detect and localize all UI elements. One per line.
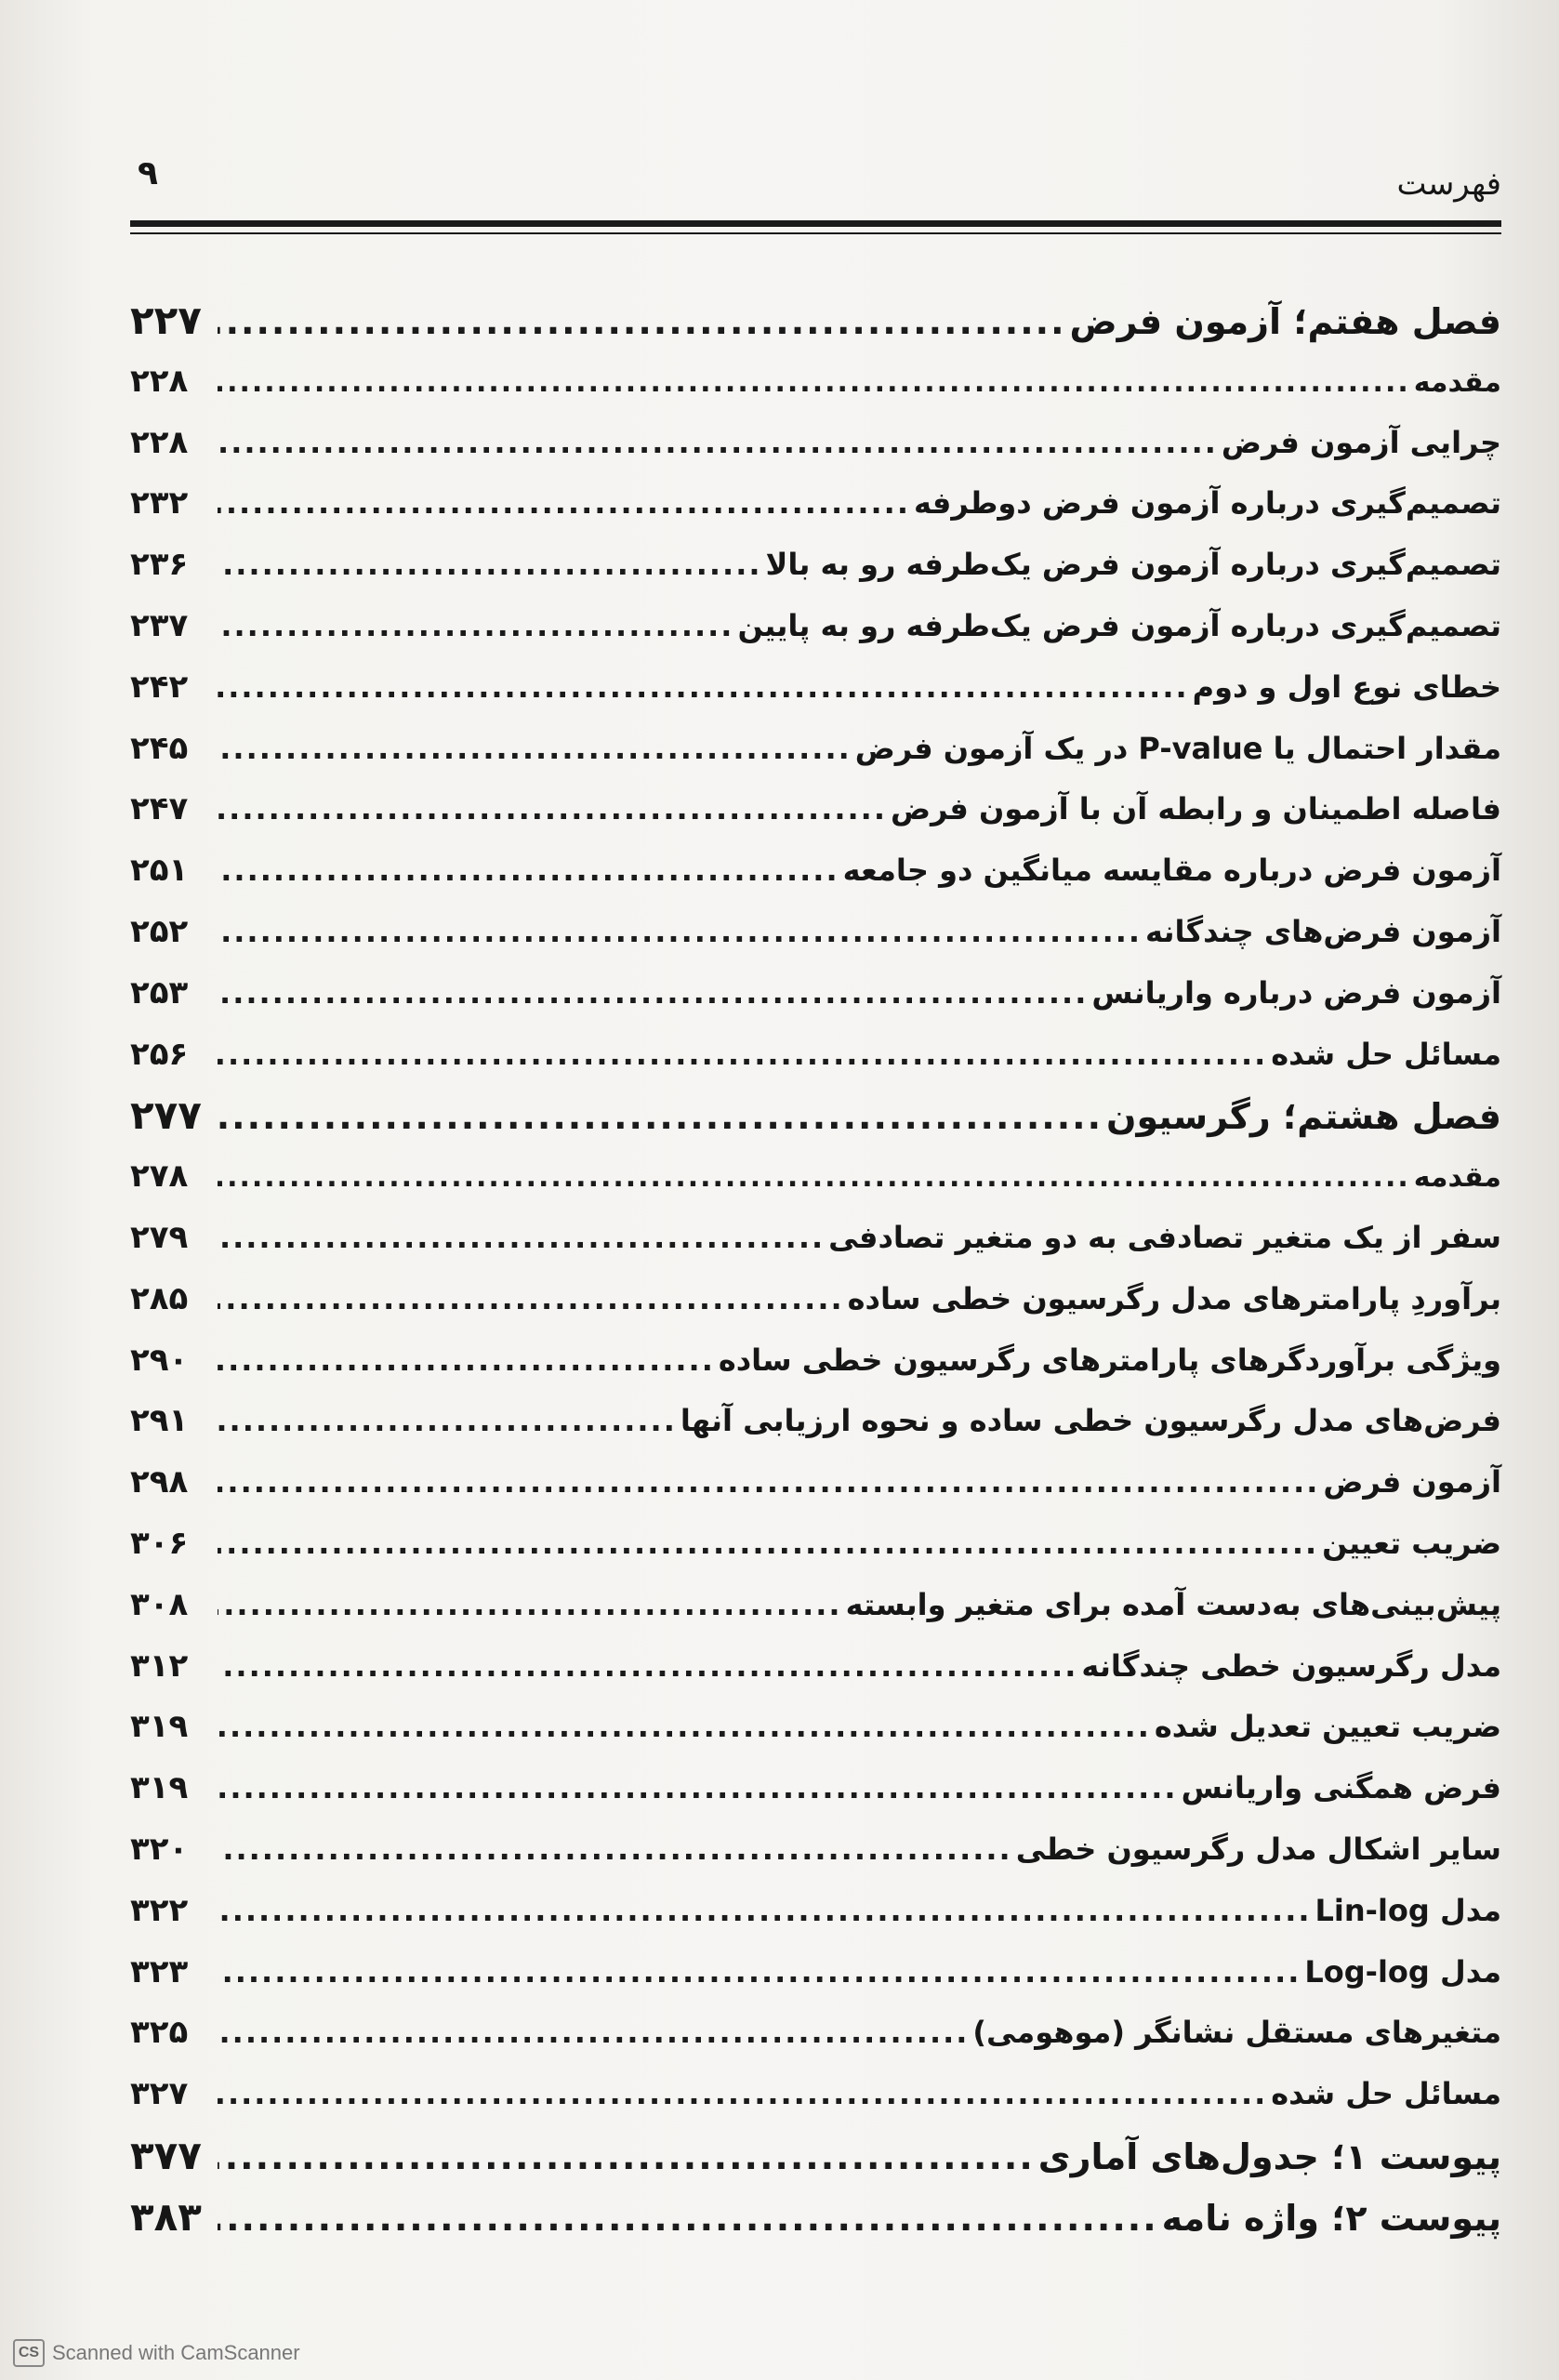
toc-entry-page: ۲۵۳ bbox=[130, 973, 189, 1012]
toc-entry-page: ۲۹۸ bbox=[130, 1463, 189, 1501]
toc-entry bbox=[130, 1758, 1501, 1819]
toc-entry-page: ۲۷۹ bbox=[130, 1218, 189, 1256]
toc-entry-page: ۳۲۲ bbox=[130, 1891, 189, 1929]
toc-entry-label: پیوست ۲؛ واژه نامه bbox=[1161, 2197, 1501, 2239]
dot-leader bbox=[218, 413, 1218, 474]
toc-entry bbox=[130, 1330, 1501, 1392]
toc-entry bbox=[130, 779, 1501, 840]
dot-leader bbox=[218, 1330, 715, 1392]
toc-entry-label: مسائل حل شده bbox=[1271, 1036, 1501, 1072]
toc-entry-label: فصل هفتم؛ آزمون فرض bbox=[1069, 301, 1501, 342]
toc-entry-page: ۲۳۷ bbox=[130, 606, 189, 644]
toc-entry-label: تصمیم‌گیری درباره آزمون فرض یک‌طرفه رو به بالا bbox=[765, 547, 1501, 583]
toc-entry-page: ۲۴۲ bbox=[130, 668, 189, 706]
toc-entry-label: آزمون فرض‌های چندگانه bbox=[1145, 913, 1501, 949]
toc-entry-page: ۲۹۰ bbox=[130, 1341, 189, 1379]
scanner-watermark bbox=[13, 2339, 300, 2367]
toc-entry bbox=[130, 596, 1501, 657]
toc-chapter-entry bbox=[130, 290, 1501, 351]
dot-leader bbox=[218, 840, 839, 902]
toc-entry-page: ۳۲۳ bbox=[130, 1952, 189, 1990]
toc-entry-page: ۳۰۶ bbox=[130, 1524, 189, 1562]
dot-leader bbox=[218, 719, 852, 780]
toc-entry bbox=[130, 2003, 1501, 2064]
camscanner-icon: CS bbox=[13, 2339, 45, 2367]
toc-entry bbox=[130, 535, 1501, 596]
toc-entry-page: ۲۵۲ bbox=[130, 912, 189, 950]
toc-entry bbox=[130, 1819, 1501, 1881]
toc-entry-label: سفر از یک متغیر تصادفی به دو متغیر تصادفی bbox=[828, 1219, 1501, 1255]
toc-entry bbox=[130, 1575, 1501, 1636]
toc-entry-label: مدل رگرسیون خطی چندگانه bbox=[1081, 1647, 1501, 1684]
toc-entry-label: پیش‌بینی‌های به‌دست آمده برای متغیر وابسته bbox=[845, 1586, 1501, 1622]
toc-entry bbox=[130, 413, 1501, 474]
toc-entry-page: ۲۴۷ bbox=[130, 790, 189, 828]
toc-entry-label: برآوردِ پارامترهای مدل رگرسیون خطی ساده bbox=[847, 1280, 1501, 1316]
toc-entry bbox=[130, 1025, 1501, 1086]
toc-entry-label: ضریب تعیین تعدیل شده bbox=[1154, 1709, 1501, 1745]
toc-entry-label: فرض‌های مدل رگرسیون خطی ساده و نحوه ارزیابی آنها bbox=[680, 1403, 1501, 1439]
toc-entry-page: ۲۲۸ bbox=[130, 423, 189, 461]
dot-leader bbox=[218, 1452, 1319, 1514]
dot-leader bbox=[218, 2003, 969, 2064]
dot-leader bbox=[218, 596, 733, 657]
toc-entry-page: ۲۷۷ bbox=[130, 1092, 202, 1139]
toc-chapter-entry bbox=[130, 2125, 1501, 2187]
toc-entry-label: فرض همگنی واریانس bbox=[1181, 1770, 1501, 1806]
header-rule-thick bbox=[130, 220, 1501, 227]
toc-entry-page: ۳۸۳ bbox=[130, 2193, 202, 2240]
dot-leader bbox=[218, 1575, 842, 1636]
dot-leader bbox=[218, 1819, 1012, 1881]
toc-entry-page: ۲۲۷ bbox=[130, 298, 202, 343]
dot-leader bbox=[218, 1942, 1301, 2003]
page-header bbox=[130, 139, 1501, 203]
toc-entry-page: ۲۳۶ bbox=[130, 546, 189, 584]
toc-entry-page: ۳۱۲ bbox=[130, 1646, 189, 1685]
page-title: فهرست bbox=[1396, 165, 1501, 203]
toc-entry bbox=[130, 1452, 1501, 1514]
toc-entry-page: ۲۳۲ bbox=[130, 484, 189, 522]
dot-leader bbox=[218, 2127, 1035, 2188]
toc-entry-page: ۳۱۹ bbox=[130, 1769, 189, 1807]
toc-entry bbox=[130, 1881, 1501, 1942]
toc-chapter-entry bbox=[130, 2187, 1501, 2248]
toc-entry-label: مقدار احتمال یا P-value در یک آزمون فرض bbox=[854, 730, 1501, 766]
toc-entry bbox=[130, 1208, 1501, 1269]
toc-entry-label: مدل Log-log bbox=[1304, 1953, 1501, 1990]
toc-entry-page: ۲۸۵ bbox=[130, 1279, 189, 1317]
toc-entry-page: ۲۴۵ bbox=[130, 729, 189, 767]
toc-entry-page: ۳۰۸ bbox=[130, 1585, 189, 1623]
toc-entry bbox=[130, 473, 1501, 535]
toc-entry-label: تصمیم‌گیری درباره آزمون فرض یک‌طرفه رو به پایین bbox=[737, 607, 1501, 643]
dot-leader bbox=[218, 1636, 1077, 1698]
dot-leader bbox=[218, 292, 1066, 353]
toc-entry-label: چرایی آزمون فرض bbox=[1221, 424, 1501, 460]
toc-entry bbox=[130, 1636, 1501, 1698]
dot-leader bbox=[218, 1697, 1151, 1758]
dot-leader bbox=[218, 1147, 1410, 1209]
dot-leader bbox=[218, 2188, 1158, 2250]
dot-leader bbox=[218, 473, 910, 535]
toc-entry bbox=[130, 351, 1501, 413]
toc-entry bbox=[130, 1391, 1501, 1452]
toc-entry-page: ۳۷۷ bbox=[130, 2132, 202, 2178]
dot-leader bbox=[218, 779, 887, 840]
dot-leader bbox=[218, 902, 1142, 963]
toc-entry bbox=[130, 840, 1501, 902]
toc-entry bbox=[130, 1942, 1501, 2003]
table-of-contents bbox=[130, 290, 1501, 2248]
dot-leader bbox=[218, 1087, 1103, 1148]
toc-entry bbox=[130, 963, 1501, 1025]
toc-entry-page: ۳۲۰ bbox=[130, 1830, 189, 1868]
toc-entry-label: آزمون فرض درباره مقایسه میانگین دو جامعه bbox=[842, 853, 1501, 889]
dot-leader bbox=[218, 657, 1189, 719]
dot-leader bbox=[218, 352, 1410, 414]
scanner-text: Scanned with CamScanner bbox=[52, 2341, 300, 2364]
toc-entry-label: ویژگی برآوردگرهای پارامترهای رگرسیون خطی ساده bbox=[718, 1342, 1501, 1378]
dot-leader bbox=[218, 963, 1088, 1025]
toc-entry bbox=[130, 719, 1501, 780]
dot-leader bbox=[218, 1758, 1178, 1819]
toc-entry bbox=[130, 1697, 1501, 1758]
toc-chapter-entry bbox=[130, 1085, 1501, 1146]
toc-entry-label: مسائل حل شده bbox=[1271, 2076, 1501, 2112]
toc-entry-label: فاصله اطمینان و رابطه آن با آزمون فرض bbox=[890, 791, 1501, 827]
toc-entry-page: ۲۲۸ bbox=[130, 362, 189, 400]
dot-leader bbox=[218, 535, 762, 596]
toc-entry-label: سایر اشکال مدل رگرسیون خطی bbox=[1015, 1831, 1501, 1867]
dot-leader bbox=[218, 1025, 1267, 1086]
toc-entry-label: متغیرهای مستقل نشانگر (موهومی) bbox=[972, 2015, 1501, 2051]
toc-entry-label: تصمیم‌گیری درباره آزمون فرض دوطرفه bbox=[913, 485, 1501, 522]
toc-entry-page: ۲۵۶ bbox=[130, 1035, 189, 1073]
toc-entry-page: ۲۵۱ bbox=[130, 852, 189, 890]
toc-entry-label: خطای نوع اول و دوم bbox=[1192, 668, 1501, 705]
toc-entry-page: ۲۷۸ bbox=[130, 1157, 189, 1196]
toc-entry-label: ضریب تعیین bbox=[1322, 1525, 1501, 1561]
toc-entry-page: ۲۹۱ bbox=[130, 1402, 189, 1440]
toc-entry-label: پیوست ۱؛ جدول‌های آماری bbox=[1037, 2135, 1501, 2177]
toc-entry-page: ۳۲۷ bbox=[130, 2075, 189, 2113]
toc-entry-label: آزمون فرض bbox=[1323, 1464, 1501, 1501]
toc-entry-page: ۳۱۹ bbox=[130, 1708, 189, 1746]
toc-entry bbox=[130, 1146, 1501, 1208]
toc-entry-label: آزمون فرض درباره واریانس bbox=[1091, 974, 1501, 1011]
toc-entry-label: مقدمه bbox=[1413, 1161, 1501, 1195]
header-rule-thin bbox=[130, 232, 1501, 234]
dot-leader bbox=[218, 1208, 825, 1269]
toc-entry bbox=[130, 1514, 1501, 1575]
dot-leader bbox=[218, 2064, 1267, 2125]
dot-leader bbox=[218, 1269, 844, 1330]
toc-entry-label: مقدمه bbox=[1413, 365, 1501, 399]
toc-entry-label: مدل Lin-log bbox=[1315, 1892, 1501, 1928]
page-number: ۹ bbox=[138, 154, 158, 192]
toc-entry bbox=[130, 1269, 1501, 1330]
dot-leader bbox=[218, 1391, 677, 1452]
toc-entry bbox=[130, 902, 1501, 963]
toc-entry bbox=[130, 657, 1501, 719]
toc-entry-label: فصل هشتم؛ رگرسیون bbox=[1106, 1096, 1501, 1138]
toc-entry bbox=[130, 2064, 1501, 2125]
dot-leader bbox=[218, 1881, 1312, 1942]
toc-entry-page: ۳۲۵ bbox=[130, 2014, 189, 2052]
dot-leader bbox=[218, 1514, 1318, 1575]
